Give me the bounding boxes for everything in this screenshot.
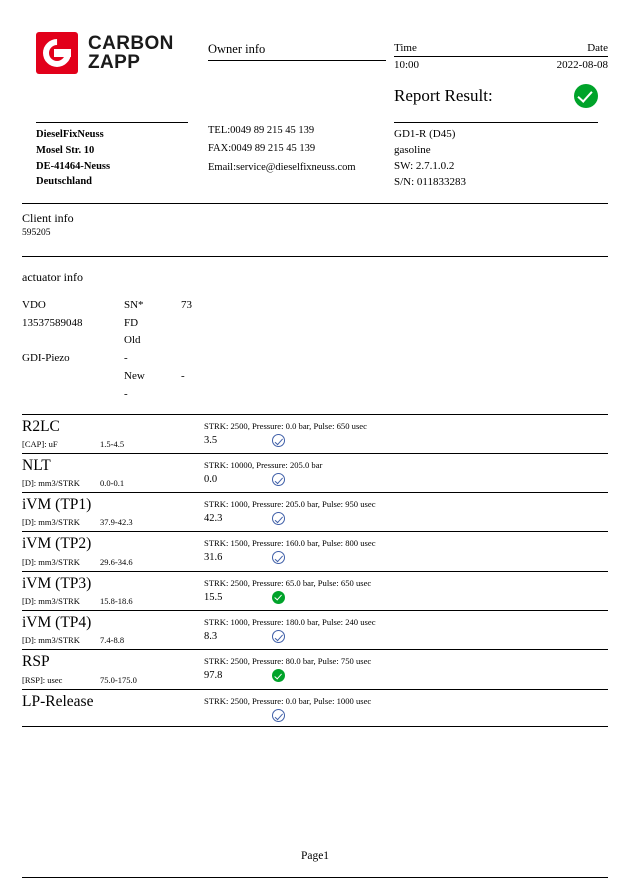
- test-unit-range: 75.0-175.0: [100, 674, 137, 685]
- page-footer: [22, 850, 608, 862]
- client-info-value: 595205: [22, 227, 51, 238]
- owner-info-divider: [208, 60, 386, 61]
- company-divider: [36, 122, 188, 123]
- table-row: [22, 649, 608, 688]
- actuator-cell: VDO: [22, 298, 46, 311]
- test-unit-range: 29.6-34.6: [100, 556, 133, 567]
- test-measured-value: 42.3: [204, 513, 223, 525]
- test-parameters: STRK: 1000, Pressure: 180.0 bar, Pulse: 240 usec: [204, 617, 376, 628]
- test-unit-name: [D]: mm3/STRK: [22, 478, 80, 489]
- carbon-zapp-logo-icon: [36, 32, 78, 74]
- table-row: [22, 453, 608, 492]
- test-title: RSP: [22, 653, 50, 671]
- actuator-cell: [181, 332, 608, 350]
- actuator-cell: [181, 386, 608, 404]
- test-status-check-icon: [272, 551, 285, 564]
- actuator-col-key: [124, 297, 181, 404]
- actuator-info-block: [22, 257, 608, 404]
- test-unit-name: [D]: mm3/STRK: [22, 517, 80, 528]
- test-unit-name: [CAP]: uF: [22, 438, 58, 449]
- test-table-bottom-divider: [22, 726, 608, 727]
- report-result-pass-icon: [574, 84, 598, 108]
- actuator-cell: -: [181, 370, 185, 382]
- test-parameters: STRK: 2500, Pressure: 0.0 bar, Pulse: 1000 usec: [204, 695, 372, 706]
- address-contact-device: [22, 108, 608, 191]
- actuator-cell: New: [124, 370, 145, 382]
- test-measured-value: 8.3: [204, 631, 218, 643]
- page-number: Page1: [300, 850, 330, 862]
- test-title: iVM (TP4): [22, 614, 92, 632]
- device-details: [386, 122, 608, 191]
- test-unit-range: 1.5-4.5: [100, 438, 125, 449]
- test-status-check-icon: [272, 473, 285, 486]
- actuator-cell: [181, 350, 608, 368]
- table-row: [22, 492, 608, 531]
- test-status-check-icon: [272, 591, 285, 604]
- device-fuel: gasoline: [394, 143, 431, 156]
- date-label: Date: [587, 42, 608, 54]
- actuator-cell: -: [124, 352, 128, 365]
- brand-line-2: ZAPP: [88, 52, 141, 73]
- footer-divider: [22, 877, 608, 878]
- test-title: iVM (TP3): [22, 574, 92, 592]
- test-title: iVM (TP1): [22, 496, 92, 514]
- test-status-check-icon: [272, 512, 285, 525]
- test-unit-range: 15.8-18.6: [100, 596, 133, 607]
- device-serial: S/N: 011833283: [394, 175, 467, 188]
- table-row: [22, 610, 608, 649]
- test-parameters: STRK: 2500, Pressure: 65.0 bar, Pulse: 650 usec: [204, 577, 372, 588]
- report-result-label: Report Result:: [394, 86, 493, 105]
- actuator-cell: [22, 332, 124, 350]
- table-row: [22, 414, 608, 453]
- test-parameters: STRK: 2500, Pressure: 80.0 bar, Pulse: 750 usec: [204, 656, 372, 667]
- company-name: DieselFixNeuss: [36, 129, 104, 140]
- test-parameters: STRK: 2500, Pressure: 0.0 bar, Pulse: 650 usec: [204, 420, 367, 431]
- test-measured-value: 31.6: [204, 552, 223, 564]
- test-status-check-icon: [272, 669, 285, 682]
- table-row: [22, 571, 608, 610]
- test-title: LP-Release: [22, 692, 94, 710]
- actuator-cell: SN*: [124, 298, 144, 311]
- test-status-check-icon: [272, 709, 285, 722]
- test-measured-value: 97.8: [204, 670, 223, 682]
- actuator-col-value: [181, 297, 608, 404]
- actuator-cell: -: [124, 387, 128, 400]
- test-title: R2LC: [22, 417, 60, 435]
- test-parameters: STRK: 1000, Pressure: 205.0 bar, Pulse: 950 usec: [204, 499, 376, 510]
- test-results-table: [22, 414, 608, 727]
- test-parameters: STRK: 10000, Pressure: 205.0 bar: [204, 459, 323, 470]
- test-parameters: STRK: 1500, Pressure: 160.0 bar, Pulse: 800 usec: [204, 538, 376, 549]
- actuator-cell: [181, 315, 608, 333]
- actuator-cell: Old: [124, 334, 141, 347]
- brand-logo: [22, 32, 208, 74]
- device-model: GD1-R (D45): [394, 128, 456, 140]
- brand-line-1: CARBON: [88, 32, 174, 54]
- test-unit-name: [D]: mm3/STRK: [22, 635, 80, 646]
- table-row: [22, 531, 608, 570]
- table-row: [22, 689, 608, 726]
- time-label: Time: [394, 42, 417, 54]
- contact-fax: FAX:0049 89 215 45 139: [208, 143, 316, 155]
- actuator-cell: 73: [181, 298, 192, 311]
- date-value: 2022-08-08: [556, 59, 608, 71]
- time-date-block: [386, 32, 608, 108]
- contact-email: Email:service@dieselfixneuss.com: [208, 161, 356, 173]
- actuator-col-name: [22, 297, 124, 404]
- actuator-info-grid: [22, 285, 608, 404]
- brand-wordmark: [88, 34, 174, 73]
- test-measured-value: 0.0: [204, 473, 218, 485]
- brand-block: [22, 32, 208, 108]
- actuator-cell: GDI-Piezo: [22, 352, 70, 365]
- contact-details: [208, 122, 386, 191]
- test-unit-range: 7.4-8.8: [100, 635, 125, 646]
- test-unit-range: 0.0-0.1: [100, 478, 125, 489]
- report-result-block: [394, 71, 608, 108]
- actuator-cell: [22, 386, 124, 404]
- test-status-check-icon: [272, 630, 285, 643]
- company-street: Mosel Str. 10: [36, 144, 95, 156]
- contact-tel: TEL:0049 89 215 45 139: [208, 125, 315, 136]
- owner-info-label: Owner info: [208, 42, 266, 56]
- owner-info-block: [208, 32, 386, 108]
- test-measured-value: 15.5: [204, 591, 223, 603]
- test-unit-range: 37.9-42.3: [100, 517, 133, 528]
- test-unit-name: [RSP]: usec: [22, 674, 63, 685]
- company-address: [22, 122, 208, 191]
- report-header: [22, 0, 608, 108]
- test-measured-value: 3.5: [204, 434, 218, 446]
- actuator-info-label: actuator info: [22, 269, 83, 284]
- actuator-cell: 13537589048: [22, 316, 83, 329]
- client-info-block: [22, 204, 608, 244]
- device-software: SW: 2.7.1.0.2: [394, 159, 455, 172]
- actuator-cell: FD: [124, 316, 139, 329]
- test-unit-name: [D]: mm3/STRK: [22, 596, 80, 607]
- company-country: Deutschland: [36, 176, 93, 188]
- test-unit-name: [D]: mm3/STRK: [22, 556, 80, 567]
- actuator-cell: [22, 368, 124, 386]
- test-title: iVM (TP2): [22, 535, 92, 553]
- device-divider: [394, 122, 598, 123]
- client-info-label: Client info: [22, 210, 74, 225]
- test-title: NLT: [22, 456, 51, 474]
- company-postal: DE-41464-Neuss: [36, 160, 111, 172]
- time-value: 10:00: [394, 59, 420, 71]
- test-status-check-icon: [272, 434, 285, 447]
